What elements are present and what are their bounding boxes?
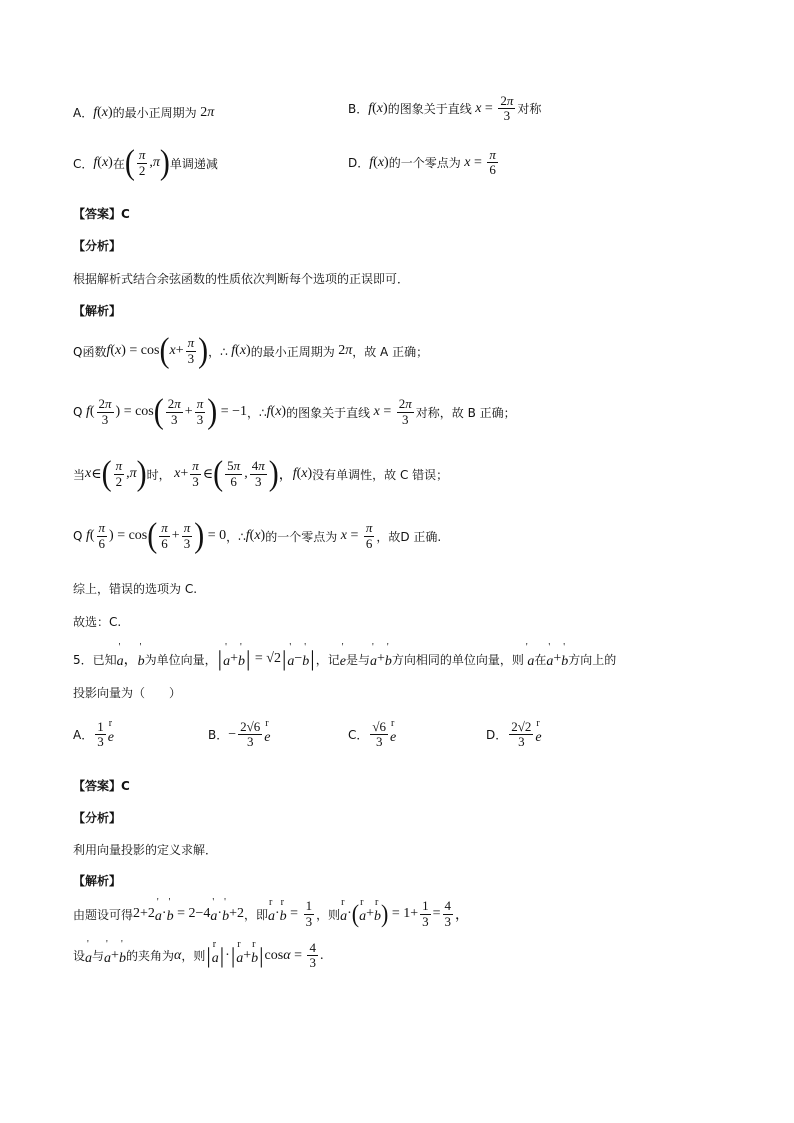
option-c [73,143,218,182]
math: x [376,100,384,116]
math: ) [268,454,279,493]
fraction: $\frac{\pi}{3}$ [183,520,191,551]
math: = [379,404,395,419]
math: f [106,343,111,358]
text: 是与 [345,652,370,667]
math: π [152,155,160,170]
math: +2 [229,906,244,921]
math: ( [296,466,302,481]
math: + [171,528,180,543]
solution-line-2 [73,392,516,431]
fraction: $\frac{\pi}{6}$ [98,520,106,551]
fraction: $\frac{5\pi}{6}$ [227,458,241,489]
math: | [310,646,315,671]
math: ( [110,343,116,358]
math: x [460,154,471,170]
math: | [206,942,211,968]
text: 时， [146,467,171,482]
math: ( [101,454,112,493]
math: | [245,646,251,671]
text: 的夹角为 [125,949,174,964]
math: f [227,343,236,358]
math: = −1 [217,404,247,419]
math: f [369,154,374,170]
analysis-heading: 【分析】 [73,811,122,825]
fraction: $\frac{\pi}{6}$ [489,147,496,178]
solution-heading: 【解析】 [73,874,122,888]
option-d [348,148,500,178]
math: , [244,466,248,481]
vector: ' a [210,903,217,925]
math: f [245,528,250,543]
solution-line-1 [73,331,429,370]
fraction: $\frac{\pi}{3}$ [187,335,195,366]
answer-heading: 【答案】C [73,779,130,793]
text: ，∴ [208,344,228,359]
math: ) [108,104,113,120]
vector: r b [280,903,287,925]
option-text: 对称 [517,102,542,117]
math: = 1+ [388,906,419,921]
question-number: 5． [73,652,93,667]
math: ) [383,100,388,116]
math: ) [260,528,266,543]
math: ) [159,143,170,182]
option-d [486,720,542,750]
vector: ' a [104,945,111,967]
text: 的图象关于直线 [286,405,371,420]
text: 当 [73,467,86,482]
math: + [230,651,238,666]
math: f [93,104,98,120]
vector: r a [340,903,347,925]
option-label: C． [73,156,94,171]
text: ，则 [181,949,206,964]
text: 为单位向量， [144,652,217,667]
math: ) [246,343,251,358]
fraction: $\frac{2\pi}{3}$ [398,396,412,427]
math: , [149,155,153,170]
math: 2 [196,104,208,120]
math: x [101,104,108,120]
fraction: $\frac{\pi}{6}$ [365,520,373,551]
math: x [370,404,380,419]
vector: ' a [117,648,124,670]
math: f [82,404,90,419]
vector: ' a [370,648,377,670]
text: Q函数 [73,344,107,359]
math: = [346,528,362,543]
vector: r a [268,903,275,925]
math: π [129,466,137,481]
math: ， [278,468,293,483]
text: Q [73,405,83,419]
option-label: A． [73,728,94,743]
math: f [93,155,98,170]
fraction: $\frac{2√2}{3}$ [511,719,532,750]
vector: r a [359,903,366,925]
fraction: $\frac{1}{3}$ [97,719,104,750]
text: ，记 [315,652,340,667]
math: , [126,466,130,481]
solution-line-1 [73,899,469,929]
text: 已知 [92,652,117,667]
text: 在 [534,652,547,667]
text: 设 [73,949,86,964]
math: = [286,906,302,921]
option-label: C． [348,728,369,743]
vector: r a [236,945,243,967]
vector: ' b [167,903,174,925]
vector: ' e [340,648,346,670]
vector: r b [374,903,381,925]
fraction: $\frac{\pi}{3}$ [196,396,204,427]
option-text: 在 [112,156,125,171]
text: ，∴ [226,529,246,544]
vector: r a [212,945,219,967]
math: 2+2 [133,906,155,921]
math: ， [123,653,138,668]
vector: r b [251,945,258,967]
math: = 0 [204,528,227,543]
text: 方向相同的单位向量，则 [391,652,524,667]
math: = √2 [251,651,281,666]
math: = [481,100,497,116]
math: · [217,906,223,921]
option-a [73,720,114,750]
math: x [254,528,261,543]
math: f [266,404,271,419]
vector: ' a [546,648,553,670]
math: ( [372,100,377,116]
math: ( [97,104,102,120]
math: + [243,947,252,963]
text: ，即 [243,907,268,922]
math: π [345,343,353,358]
vector: ' b [561,648,568,670]
math: ) [198,331,209,370]
math: ， [455,908,470,923]
text: ，故D 正确. [376,529,442,544]
vector: ' a [223,648,230,670]
math: − [228,726,237,742]
math: ( [147,516,158,555]
solution-line-3 [73,454,449,493]
fraction: $\frac{4}{3}$ [309,940,316,971]
vector: ' b [119,945,126,967]
text: Q [73,529,83,543]
math: x [301,466,308,481]
math: x [169,343,176,358]
math: α [283,947,291,963]
text: ，∴ [247,405,267,420]
vector: r e [108,724,114,746]
math: ) = cos [109,528,148,543]
math: | [219,942,225,968]
vector: ' a [155,903,162,925]
math: x [337,528,347,543]
math: + [184,404,193,419]
analysis-text: 利用向量投影的定义求解． [73,843,218,857]
option-a [73,104,214,121]
math: ) = cos [121,343,160,358]
answer-heading: 【答案】C [73,207,130,221]
fraction: $\frac{\pi}{3}$ [192,458,199,489]
math: · [225,947,230,963]
text: 的最小正周期为 [250,344,335,359]
math: ) [194,516,205,555]
math: · [347,906,352,921]
option-c [348,720,396,750]
fraction: $\frac{1}{3}$ [422,898,429,929]
vector: r e [264,724,270,746]
option-b [208,720,271,750]
math: . [319,947,324,963]
vector: ' b [222,903,229,925]
math: ∈ [91,466,102,482]
math: ) = cos [115,404,154,419]
math: · [161,906,167,921]
text: 与 [92,949,105,964]
math: − [294,651,303,666]
option-text: 的一个零点为 [388,156,461,171]
option-label: B． [208,728,229,743]
math: + [553,651,562,666]
math: = 2−4 [173,906,211,921]
fraction: $\frac{√6}{3}$ [372,719,387,750]
analysis-heading: 【分析】 [73,239,122,253]
vector: ' a [524,648,535,670]
vector: r e [390,724,396,746]
vector: ' a [287,648,294,670]
question-5-stem-2: 投影向量为（ ） [73,686,182,700]
math: ) [380,899,389,928]
math: ) [108,155,113,170]
question-5-stem [73,646,616,672]
vector: ' b [385,648,392,670]
math: = [432,906,441,921]
fraction: $\frac{\pi}{2}$ [138,147,146,178]
fraction: $\frac{1}{3}$ [305,898,313,929]
option-label: B． [348,102,369,117]
text: 对称，故 B 正确； [415,405,516,420]
math: ( [351,899,360,928]
math: + [111,947,119,963]
math: x [85,466,92,481]
math: ( [373,154,378,170]
vector: ' a [85,945,92,967]
text: 的一个零点为 [265,529,338,544]
math: ) [136,454,147,493]
vector: r e [535,724,541,746]
math: · [274,906,280,921]
math: + [175,343,184,358]
math: ) [207,392,218,431]
fraction: $\frac{4\pi}{3}$ [251,458,265,489]
math: ( [249,528,255,543]
math: = [290,947,306,963]
math: cos [264,947,284,963]
fraction: $\frac{\pi}{6}$ [161,520,168,551]
math: + [180,466,189,481]
option-label: D． [486,728,508,743]
math: ( [213,454,224,493]
vector: ' b [138,648,145,670]
fraction: $\frac{2\pi}{3}$ [167,396,181,427]
option-text: 的图象关于直线 [387,102,472,117]
fraction: $\frac{2√6}{3}$ [240,719,261,750]
math: ( [97,155,102,170]
math: = [470,154,486,170]
math: f [292,466,297,481]
math: + [366,906,374,921]
vector: ' b [302,648,309,670]
option-text: 的最小正周期为 [112,106,197,120]
option-text: 单调递减 [169,156,218,171]
math: x [377,154,385,170]
summary-text: 综上，错误的选项为 C. [73,582,198,596]
solution-line-2 [73,941,323,971]
math: ( [270,404,276,419]
text: 没有单调性，故 C 错误； [312,467,449,482]
math: + [376,651,385,666]
math: ( [235,343,240,358]
fraction: $\frac{2\pi}{3}$ [98,396,112,427]
math: α [173,947,182,963]
analysis-text: 根据解析式结合余弦函数的性质依次判断每个选项的正误即可． [73,272,410,286]
option-label: A． [73,106,94,120]
math: ∈ [202,466,214,482]
math: 2 [334,343,346,358]
math: ) [281,404,287,419]
fraction: $\frac{\pi}{2}$ [115,458,123,489]
vector: ' b [238,648,245,670]
math: | [259,942,264,968]
math: ) [384,154,389,170]
solution-line-4 [73,516,442,555]
math: x [170,466,181,481]
text: ，则 [316,907,341,922]
option-label: D． [348,156,370,171]
math: ) [307,466,313,481]
math: ( [89,528,95,543]
option-b [348,94,541,124]
math: ( [159,331,170,370]
text: 方向上的 [568,652,617,667]
math: x [101,155,109,170]
math: f [82,528,90,543]
math: ( [124,143,135,182]
text: 由题设可得 [73,907,134,922]
math: π [207,104,215,120]
math: ( [153,392,164,431]
solution-heading: 【解析】 [73,304,122,318]
math: x [115,343,122,358]
math: x [275,404,282,419]
math: x [239,343,247,358]
math: f [368,100,373,116]
choice-text: 故选：C. [73,615,122,629]
math: | [230,942,236,968]
math: ( [89,404,95,419]
math: x [471,100,482,116]
fraction: $\frac{4}{3}$ [444,898,452,929]
fraction: $\frac{2\pi}{3}$ [500,93,514,124]
text: ，故 A 正确； [352,344,429,359]
math: | [281,646,287,671]
math: | [217,646,223,671]
